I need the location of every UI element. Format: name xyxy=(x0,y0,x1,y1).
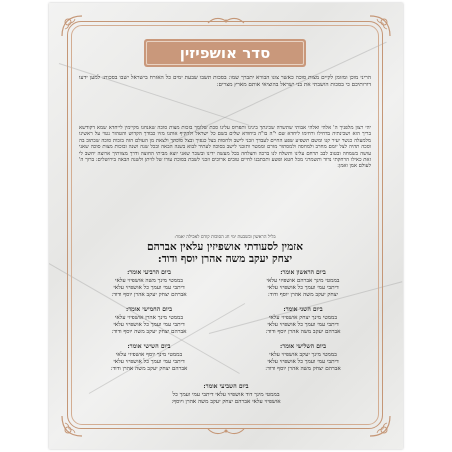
day-block-1 xyxy=(243,269,363,300)
day-heading: ביום החמישי אומר: xyxy=(126,306,172,313)
day-heading: ביום הרביעי אומר: xyxy=(127,269,171,276)
day-line: בממטי מינך דוד אושפיזי עלאי דיתבי עמי ועמך כל xyxy=(172,392,280,398)
document-sheet xyxy=(49,3,403,449)
day-line: דיתבי עמי ועמך כל אושפיזי עלאי xyxy=(267,322,339,329)
day-heading: ביום השני אומר: xyxy=(283,306,323,313)
day-line: דיתבי עמי ועמך כל אושפיזי עלאי xyxy=(113,322,185,329)
day-block-2 xyxy=(243,306,363,337)
top-flourish-icon xyxy=(206,15,246,27)
corner-ornament-icon xyxy=(367,13,393,39)
day-line: דיתבי עמי ועמך כל אושפיזי עלאי xyxy=(267,285,339,292)
day-line: בממטי מינך יעקב אושפיזי עלאי xyxy=(269,352,337,358)
day-line: דיתבי עמי ועמך כל אושפיזי עלאי xyxy=(113,285,185,292)
prayer-paragraph: יהי רצון מלפניך ה' אלהי ואלהי אבותי שתשרה שכינתך בינינו ותפרוס עלינו סכת שלומך בזכות מצות סוכה שאנחנו מקיימין לייחדא שמא דקודשא בריך הוא ושכינתיה בדחילו ורחימו ליחדא שם י"ה בו"ה ביחודא שלים בשם כל ישראל ולהקיף אותנו מזיו כבודך הקדוש והטהור נטוי על ראשינו מלמעלה כנשר יעיר קנו ומשם תשפיע שפע החיים לעבדך וזכני לישב ולחסות בצל כנפיך ובצל סוכתך ולצאת מן העולם הזה בזכות סוכה שכתוב בה וסכה תהיה לצל יומם מחרב ולמחסה ולמסתור מזרם וממטר ותזכני לישב בסוכה לעתיד לבוא בשנה הבאה ובכל שנה ושנה ובזכות מצות סוכה שאני עושה בשמחה ובטוב לבב תרחם עלינו ותשלח לנו ברכה והצלחה בכל מעשה ידינו ובשכר שאני יוצא מביתי החוצה ודרך מצוותיך ארוצה יחשב לי זאת כאילו הרחקתי נדוד ותשמרני מכל חטא ופשע ותכתבנו לחיים טובים ארוכים וזכני לשבת בסוכת עורו של לויתן ולשנה הבאה בירושלים: ברוך ה' לעולם אמן ואמן: xyxy=(79,125,371,170)
bottom-flourish-icon xyxy=(206,425,246,437)
day-line: בממטי מינך משה אושפיזי עלאי xyxy=(115,278,183,284)
day-heading: ביום השלישי אומר: xyxy=(280,343,326,350)
day-line: בממטי מינך יוסף אושפיזי עלאי xyxy=(115,352,183,358)
day-line: יצחק יעקב משה אהרן יוסף ודוד: xyxy=(267,292,339,299)
day-block-4 xyxy=(89,269,209,300)
day-line: בממטי מינך יצחק אושפיזי עלאי xyxy=(268,315,338,321)
day-line: אברהם יצחק יעקב משה יוסף ודוד: xyxy=(111,329,187,336)
invitation-line-1: אזמין לסעודתי אושפיזין עלאין אברהם xyxy=(147,241,303,253)
day-block-3 xyxy=(243,343,363,374)
day-line: דיתבי עמי ועמך כל אושפיזי עלאי xyxy=(267,359,339,366)
day-heading: ביום הראשון אומר: xyxy=(280,269,326,276)
corner-ornament-icon xyxy=(367,413,393,439)
day-line: אברהם יעקב משה אהרן יוסף ודוד: xyxy=(265,329,341,336)
day-block-7 xyxy=(116,383,336,406)
day-block-6 xyxy=(89,343,209,374)
day-line: אברהם יצחק משה אהרן יוסף ודוד: xyxy=(265,366,341,373)
page-title: סדר אושפיזין xyxy=(179,44,271,62)
day-block-5 xyxy=(89,306,209,337)
invitation-line-2: יצחק יעקב משה אהרן יוסף ודוד: xyxy=(157,253,293,265)
corner-ornament-icon xyxy=(59,413,85,439)
day-line: אברהם יצחק יעקב אהרן יוסף ודוד: xyxy=(111,292,187,299)
invitation-text xyxy=(79,241,371,265)
title-banner xyxy=(144,39,306,67)
day-line: דיתבי עמי ועמך כל אושפיזי עלאי xyxy=(113,359,185,366)
instruction-line: בליל הראשון ובשבעת ימי חג הסוכות קודם לאכילה יאמר: xyxy=(174,235,276,240)
day-line: בממטי מינך אברהם אושפיזי עלאי xyxy=(266,278,340,284)
day-line: אושפיזי עלאי אברהם יצחק יעקב משה אהרן ויוסף: xyxy=(171,399,281,406)
day-heading: ביום השביעי אומר: xyxy=(203,383,249,390)
day-line: אברהם יצחק יעקב משה אהרן ודוד: xyxy=(110,366,188,373)
day-line: בממטי מינך אהרן אושפיזי עלאי xyxy=(114,315,184,321)
corner-ornament-icon xyxy=(59,13,85,39)
day-heading: ביום השישי אומר: xyxy=(127,343,171,350)
intro-paragraph: הריני מוכן ומזומן לקיים מצות סוכה כאשר צונו הבורא יתברך שמו: בסכות תשבו שבעת ימים כל האזרח בישראל ישבו בסכות: למען ידעו דורותיכם כי בסכות הושבתי את בני ישראל בהוציאי אותם מארץ מצרים: xyxy=(79,75,371,88)
